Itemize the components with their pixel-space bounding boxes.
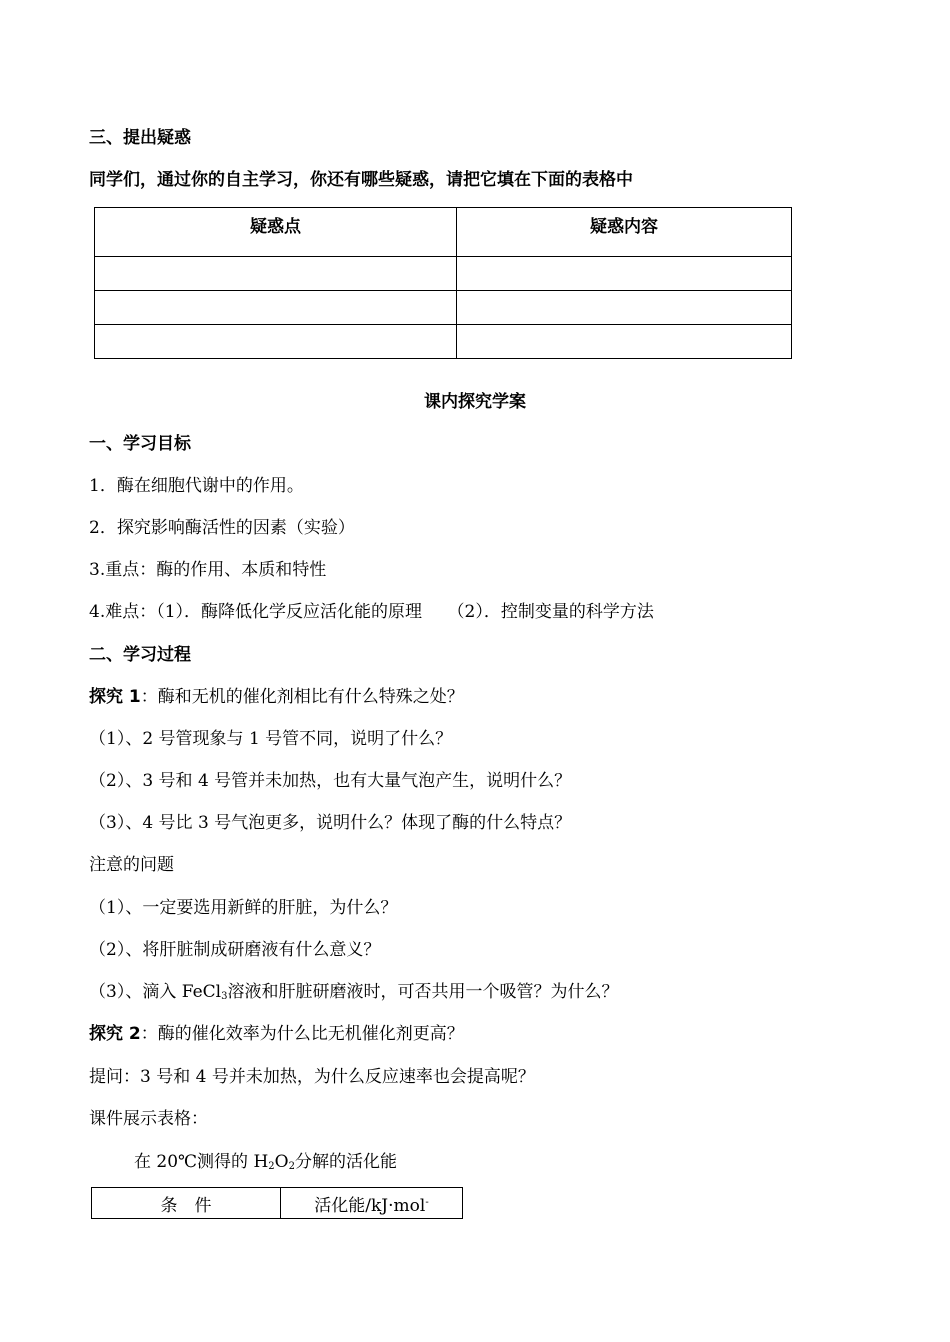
goal-3: 3.重点：酶的作用、本质和特性 bbox=[89, 560, 327, 580]
doc-title: 课内探究学案 bbox=[424, 392, 526, 412]
doubt-table-header bbox=[95, 208, 792, 257]
note-1: （1）、一定要选用新鲜的肝脏，为什么？ bbox=[89, 898, 398, 918]
table-cell[interactable] bbox=[95, 325, 457, 359]
note-3-post: 溶液和肝脏研磨液时，可否共用一个吸管？为什么？ bbox=[227, 982, 619, 1002]
activation-energy-table bbox=[91, 1187, 463, 1219]
activation-energy-label: 活化能/kJ·mol bbox=[314, 1195, 426, 1216]
table-cell[interactable] bbox=[457, 325, 792, 359]
goal-1: 1．酶在细胞代谢中的作用。 bbox=[89, 476, 304, 496]
table-cell[interactable] bbox=[457, 257, 792, 291]
inquiry-2 bbox=[89, 1023, 464, 1045]
table-cell[interactable] bbox=[457, 291, 792, 325]
inquiry-2-label: 探究 2 bbox=[89, 1024, 141, 1044]
table-cell[interactable] bbox=[95, 291, 457, 325]
section3-intro: 同学们，通过你的自主学习，你还有哪些疑惑，请把它填在下面的表格中 bbox=[89, 170, 633, 190]
note-2: （2）、将肝脏制成研磨液有什么意义？ bbox=[89, 940, 381, 960]
table-row bbox=[92, 1188, 463, 1219]
courseware-label: 课件展示表格： bbox=[89, 1109, 208, 1129]
inquiry-2-text: ：酶的催化效率为什么比无机催化剂更高？ bbox=[140, 1024, 464, 1044]
table-row bbox=[95, 291, 792, 325]
header-doubt-content: 疑惑内容 bbox=[457, 208, 792, 257]
activation-energy-sup: - bbox=[425, 1196, 429, 1208]
goal-2: 2．探究影响酶活性的因素（实验） bbox=[89, 518, 355, 538]
question-1: （1）、2 号管现象与 1 号管不同，说明了什么？ bbox=[89, 729, 453, 749]
inquiry-1-label: 探究 1 bbox=[89, 687, 141, 707]
caption-mid: O bbox=[274, 1152, 289, 1172]
question-3: （3）、4 号比 3 号气泡更多，说明什么？体现了酶的什么特点？ bbox=[89, 813, 572, 833]
caption-pre: 在 20℃测得的 H bbox=[134, 1152, 269, 1172]
table-row bbox=[95, 325, 792, 359]
doubt-table bbox=[94, 207, 792, 359]
goals-title: 一、学习目标 bbox=[89, 434, 191, 454]
header-condition: 条 件 bbox=[92, 1188, 281, 1219]
caption-post: 分解的活化能 bbox=[294, 1152, 397, 1172]
question-2: （2）、3 号和 4 号管并未加热，也有大量气泡产生，说明什么？ bbox=[89, 771, 572, 791]
table-row bbox=[95, 257, 792, 291]
question-heating: 提问：3 号和 4 号并未加热，为什么反应速率也会提高呢？ bbox=[89, 1067, 535, 1087]
table-cell[interactable] bbox=[95, 257, 457, 291]
note-3 bbox=[89, 981, 618, 1003]
header-doubt-point: 疑惑点 bbox=[95, 208, 457, 257]
process-title: 二、学习过程 bbox=[89, 645, 191, 665]
notes-title: 注意的问题 bbox=[89, 855, 174, 875]
caption-sub-1: 2 bbox=[268, 1161, 275, 1172]
note-3-pre: （3）、滴入 FeCl bbox=[89, 982, 222, 1002]
inquiry-1 bbox=[89, 686, 464, 708]
goal-4: 4.难点：（1）．酶降低化学反应活化能的原理 （2）．控制变量的科学方法 bbox=[89, 602, 654, 622]
energy-caption bbox=[134, 1151, 397, 1173]
caption-sub-2: 2 bbox=[288, 1161, 295, 1172]
inquiry-1-text: ：酶和无机的催化剂相比有什么特殊之处？ bbox=[140, 687, 464, 707]
header-activation-energy bbox=[281, 1188, 463, 1219]
note-3-sub: 3 bbox=[221, 991, 228, 1002]
section3-title: 三、提出疑惑 bbox=[89, 128, 191, 148]
